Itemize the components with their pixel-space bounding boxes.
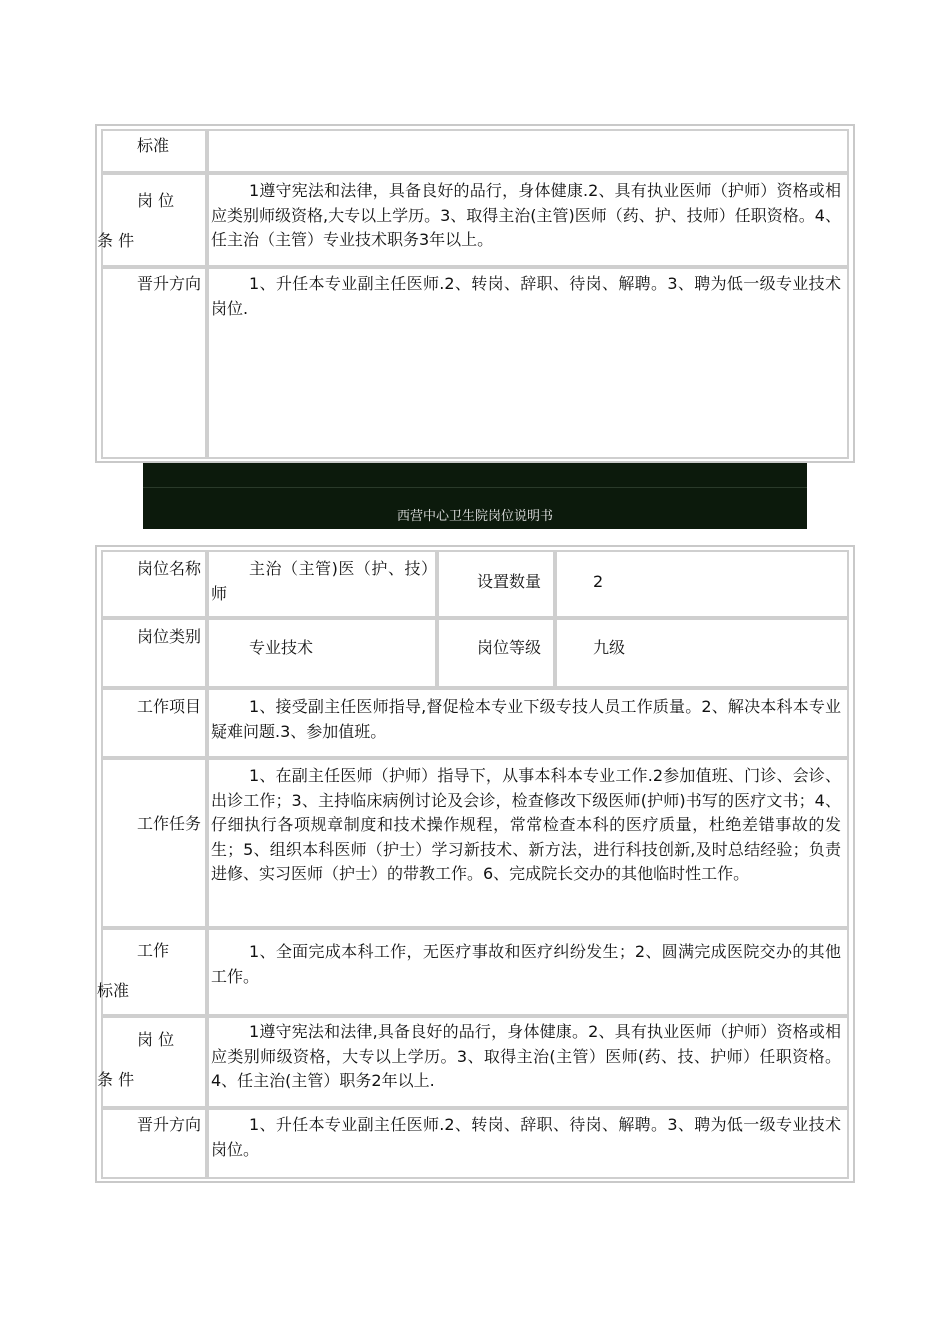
count-value-cell <box>555 550 849 618</box>
table-row <box>97 173 849 267</box>
row-label-cell <box>97 1016 207 1108</box>
row-value-cell <box>207 267 849 459</box>
document-title: 西营中心卫生院岗位说明书 <box>396 509 553 524</box>
row-value: 1、升任本专业副主任医师.2、转岗、辞职、待岗、解聘。3、聘为低一级专业技术岗位. <box>211 274 841 318</box>
row-label-cell <box>97 928 207 1016</box>
count-value: 2 <box>593 572 604 591</box>
row-label-cell <box>101 267 207 459</box>
grade-value: 九级 <box>593 638 626 657</box>
count-label: 设置数量 <box>477 572 542 591</box>
table-row <box>101 129 849 173</box>
category-value-cell <box>207 618 437 688</box>
table-row <box>97 928 849 1016</box>
row-label-cell <box>97 173 207 267</box>
row-value: 1、在副主任医师（护师）指导下，从事本科本专业工作.2参加值班、门诊、会诊、出诊工作；3、主持临床病例讨论及会诊，检查修改下级医师(护师)书写的医疗文书；4、仔细执行各项规章制度和技术操作规程，常常检查本科的医疗质量，杜绝差错事故的发生；5、组织本科医师（护士）学习新技术、新方法，进行科技创新,及时总结经验；负责进修、实习医师（护士）的带教工作。6、完成院长交办的其他临时性工作。 <box>211 766 841 883</box>
table-row-category <box>101 618 849 688</box>
row-value-cell <box>207 758 849 928</box>
row-value-cell <box>207 173 849 267</box>
row-value: 1遵守宪法和法律，具备良好的品行，身体健康.2、具有执业医师（护师）资格或相应类别师级资格,大专以上学历。3、取得主治(主管)医师（药、护、技师）任职资格。4、任主治（主管）专业技术职务3年以上。 <box>211 181 841 249</box>
job-table-continued <box>95 124 855 463</box>
row-value: 1、升任本专业副主任医师.2、转岗、辞职、待岗、解聘。3、聘为低一级专业技术岗位。 <box>211 1115 841 1159</box>
table-row <box>97 1016 849 1108</box>
count-label-cell <box>437 550 555 618</box>
table-row <box>101 688 849 758</box>
row-value-cell <box>207 688 849 758</box>
row-label: 晋升方向 <box>137 1115 202 1134</box>
row-label-cell <box>101 129 207 173</box>
position-name-value-cell <box>207 550 437 618</box>
row-value: 1、接受副主任医师指导,督促检本专业下级专技人员工作质量。2、解决本科本专业疑难问题.3、参加值班。 <box>211 697 841 741</box>
row-label: 工作 标准 <box>97 941 170 1000</box>
table-row <box>101 267 849 459</box>
category-value: 专业技术 <box>249 638 314 657</box>
row-label: 标准 <box>137 136 170 155</box>
job-description-table <box>95 545 855 1183</box>
row-value-cell <box>207 1108 849 1179</box>
row-label: 晋升方向 <box>137 274 202 293</box>
row-label-cell <box>101 1108 207 1179</box>
row-value-cell <box>207 1016 849 1108</box>
position-name-value: 主治（主管)医（护、技）师 <box>211 559 429 603</box>
row-label: 工作项目 <box>137 697 202 716</box>
row-label-cell <box>101 758 207 928</box>
position-name-label-cell <box>101 550 207 618</box>
category-label-cell <box>101 618 207 688</box>
grade-label-cell <box>437 618 555 688</box>
row-value-cell <box>207 928 849 1016</box>
grade-label: 岗位等级 <box>477 638 542 657</box>
grade-value-cell <box>555 618 849 688</box>
row-value-cell <box>207 129 849 173</box>
row-label: 工作任务 <box>137 814 202 833</box>
category-label: 岗位类别 <box>137 627 202 646</box>
row-value: 1遵守宪法和法律,具备良好的品行，身体健康。2、具有执业医师（护师）资格或相应类别师级资格，大专以上学历。3、取得主治(主管）医师(药、技、护师）任职资格。4、任主治(主管）职务2年以上. <box>211 1022 841 1090</box>
table-row <box>101 758 849 928</box>
position-name-label: 岗位名称 <box>137 559 202 578</box>
banner-divider <box>143 487 807 488</box>
row-value: 1、全面完成本科工作，无医疗事故和医疗纠纷发生；2、圆满完成医院交办的其他工作。 <box>211 942 841 986</box>
row-label: 岗 位 条 件 <box>97 1030 175 1089</box>
document-title-banner <box>143 463 807 529</box>
table-row-position-name <box>101 550 849 618</box>
row-label: 岗 位 条 件 <box>97 191 175 250</box>
table-row <box>101 1108 849 1179</box>
row-label-cell <box>101 688 207 758</box>
